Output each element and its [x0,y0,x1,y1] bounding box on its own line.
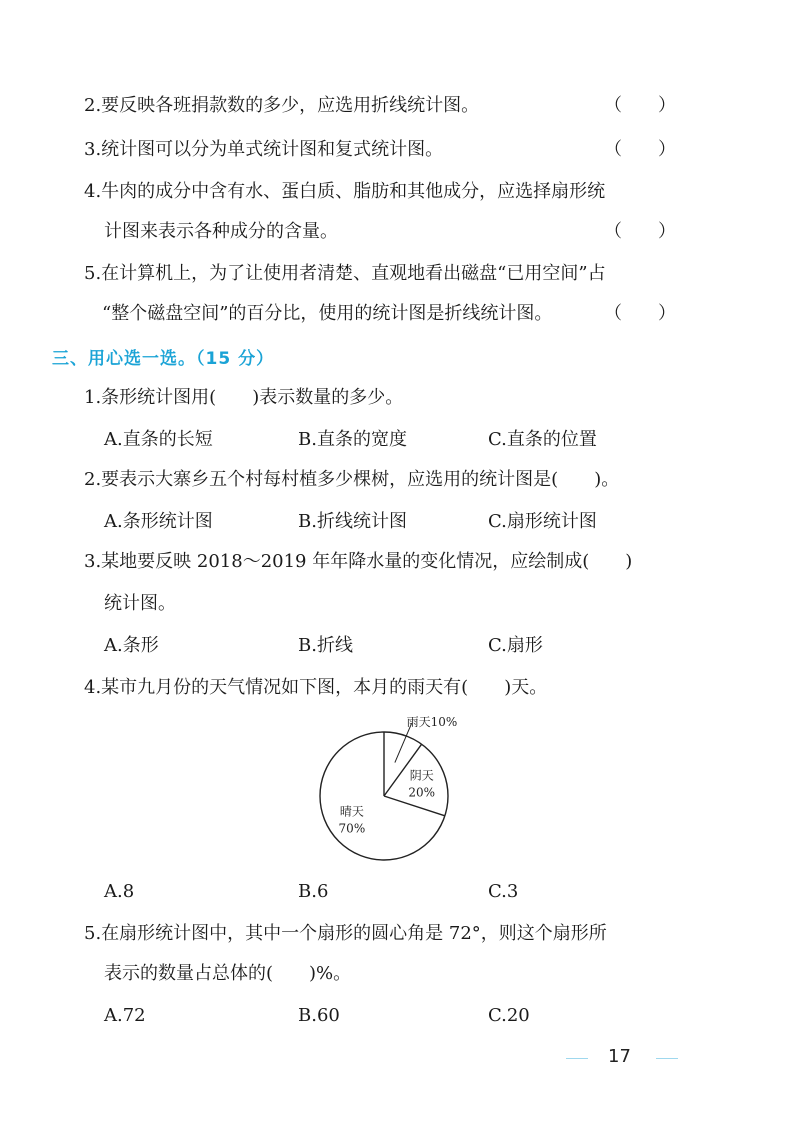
pie-label-cloudy: 阴天 [409,768,434,783]
question-4: 4.某市九月份的天气情况如下图，本月的雨天有( )天。 [84,677,548,698]
judge-item-2: 2.要反映各班捐款数的多少，应选用折线统计图。 [84,95,480,116]
option-c[interactable]: C.3 [488,881,519,902]
option-a[interactable]: A.72 [104,1005,146,1026]
pie-label-sunny: 晴天 [339,804,364,819]
answer-paren[interactable]: （ ） [604,221,676,242]
footer-dash-right [656,1058,678,1059]
question-2: 2.要表示大寨乡五个村每村植多少棵树，应选用的统计图是( )。 [84,469,620,490]
section-title: 三、用心选一选。（15 分） [52,349,275,369]
option-c[interactable]: C.直条的位置 [488,429,597,450]
answer-paren[interactable]: （ ） [604,303,676,324]
judge-item-3: 3.统计图可以分为单式统计图和复式统计图。 [84,139,444,160]
question-3-line2: 统计图。 [104,593,176,614]
question-1: 1.条形统计图用( )表示数量的多少。 [84,387,404,408]
option-a[interactable]: A.条形统计图 [104,511,213,532]
option-c[interactable]: C.扇形统计图 [488,511,597,532]
option-a[interactable]: A.直条的长短 [104,429,213,450]
pie-label-rain: 雨天10% [406,715,458,729]
pie-pct-sunny: 70% [338,821,366,836]
weather-pie-chart [0,710,794,890]
option-c[interactable]: C.20 [488,1005,530,1026]
judge-item-4-line2: 计图来表示各种成分的含量。 [104,221,338,242]
option-b[interactable]: B.直条的宽度 [298,429,407,450]
option-b[interactable]: B.60 [298,1005,340,1026]
option-b[interactable]: B.6 [298,881,329,902]
question-5-line1: 5.在扇形统计图中，其中一个扇形的圆心角是 72°，则这个扇形所 [84,923,607,944]
option-c[interactable]: C.扇形 [488,635,543,656]
question-3-line1: 3.某地要反映 2018～2019 年年降水量的变化情况，应绘制成( ) [84,551,633,572]
option-b[interactable]: B.折线统计图 [298,511,407,532]
answer-paren[interactable]: （ ） [604,95,676,116]
footer-dash-left [566,1058,588,1059]
option-a[interactable]: A.条形 [104,635,159,656]
option-a[interactable]: A.8 [104,881,135,902]
pie-pct-cloudy: 20% [408,785,436,800]
judge-item-4-line1: 4.牛肉的成分中含有水、蛋白质、脂肪和其他成分，应选择扇形统 [84,181,606,202]
judge-item-5-line1: 5.在计算机上，为了让使用者清楚、直观地看出磁盘“已用空间”占 [84,263,606,284]
judge-item-5-line2: “整个磁盘空间”的百分比，使用的统计图是折线统计图。 [102,303,553,324]
question-5-line2: 表示的数量占总体的( )%。 [104,963,352,984]
option-b[interactable]: B.折线 [298,635,353,656]
answer-paren[interactable]: （ ） [604,139,676,160]
page-number: 17 [608,1046,631,1067]
